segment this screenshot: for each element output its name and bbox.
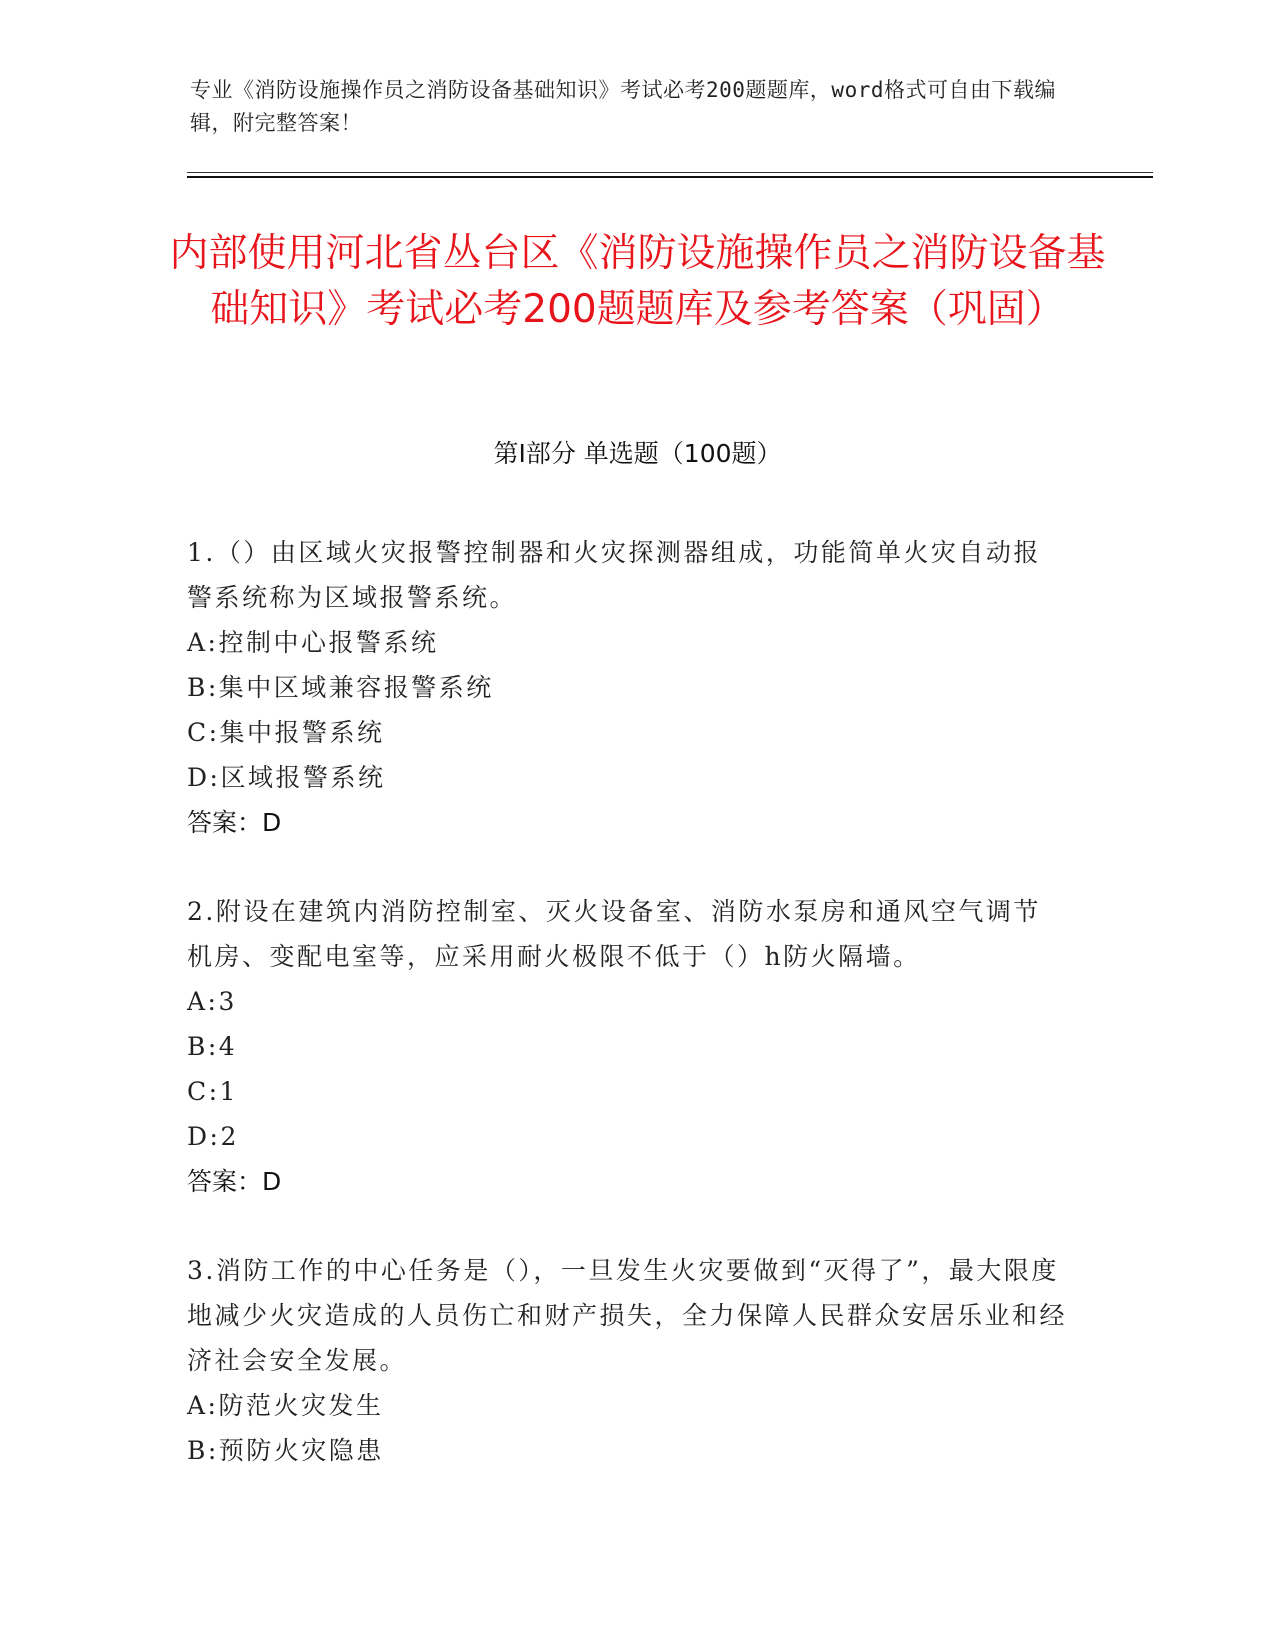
- question-list: [187, 530, 1067, 1517]
- option-b: B:集中区域兼容报警系统: [187, 673, 494, 702]
- question-stem: 2.附设在建筑内消防控制室、灭火设备室、消防水泵房和通风空气调节机房、变配电室等，应采用耐火极限不低于（）h防火隔墙。: [187, 897, 1041, 971]
- header-divider-thin: [187, 172, 1153, 173]
- answer: 答案：D: [187, 1167, 282, 1196]
- section-heading: 第Ⅰ部分 单选题（100题）: [493, 439, 782, 468]
- option-d: D:2: [187, 1122, 239, 1151]
- option-d: D:区域报警系统: [187, 763, 386, 792]
- option-c: C:1: [187, 1077, 238, 1106]
- option-c: C:集中报警系统: [187, 718, 385, 747]
- question-2: [187, 889, 1067, 1204]
- header-note: 专业《消防设施操作员之消防设备基础知识》考试必考200题题库，word格式可自由下载编辑，附完整答案！: [190, 78, 1056, 135]
- option-b: B:4: [187, 1032, 238, 1061]
- option-a: A:控制中心报警系统: [187, 628, 439, 657]
- question-stem: 1.（）由区域火灾报警控制器和火灾探测器组成，功能简单火灾自动报警系统称为区域报警系统。: [187, 538, 1041, 612]
- option-a: A:防范火灾发生: [187, 1391, 384, 1420]
- document-title: 内部使用河北省丛台区《消防设施操作员之消防设备基础知识》考试必考200题题库及参考答案（巩固）: [169, 231, 1106, 332]
- header-divider-thick: [187, 176, 1153, 178]
- option-a: A:3: [187, 987, 237, 1016]
- answer: 答案：D: [187, 808, 282, 837]
- question-stem: 3.消防工作的中心任务是（），一旦发生火灾要做到“灭得了”，最大限度地减少火灾造成的人员伤亡和财产损失，全力保障人民群众安居乐业和经济社会安全发展。: [187, 1256, 1068, 1375]
- option-b: B:预防火灾隐患: [187, 1436, 384, 1465]
- question-3: [187, 1248, 1067, 1473]
- question-1: [187, 530, 1067, 845]
